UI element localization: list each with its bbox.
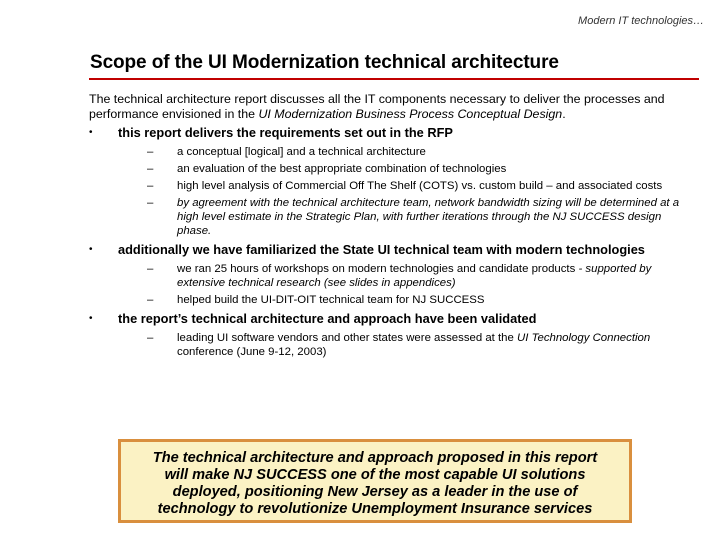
dash-marker: –: [147, 197, 154, 209]
dash-marker: –: [147, 146, 154, 158]
sub-item: [147, 293, 697, 307]
sub-item-text: a conceptual [logical] and a technical architecture: [177, 146, 426, 158]
conclusion-callout: [118, 439, 632, 523]
sub-list: [147, 331, 697, 359]
dash-marker: –: [147, 294, 154, 306]
callout-line: deployed, positioning New Jersey as a leader in the use of: [172, 484, 578, 500]
bullet-text: the report’s technical architecture and approach have been validated: [118, 311, 537, 326]
sub-list: [147, 145, 697, 238]
bullet-text: additionally we have familiarized the State UI technical team with modern technologies: [118, 242, 645, 257]
sub-list: [147, 262, 697, 307]
intro-italic-title: UI Modernization Business Process Conceptual Design: [258, 107, 563, 121]
sub-item: [147, 196, 697, 238]
bullet-dot: •: [89, 313, 93, 324]
slide-content: [89, 92, 697, 363]
sub-item-italic-text: - supported by extensive technical research (see slides in appendices): [177, 263, 652, 289]
sub-item-text: an evaluation of the best appropriate combination of technologies: [177, 163, 507, 175]
sub-item-text: we ran 25 hours of workshops on modern technologies and candidate products: [177, 263, 576, 275]
dash-marker: –: [147, 263, 154, 275]
sub-item-text: helped build the UI-DIT-OIT technical team for NJ SUCCESS: [177, 294, 485, 306]
title-underline: [89, 78, 699, 80]
bullet-dot: •: [89, 244, 93, 255]
intro-text-before: The technical architecture report discusses all the IT components necessary to deliver the processes and performance envisioned in the: [89, 92, 665, 121]
bullet-state-team-familiarized: [89, 242, 697, 307]
sub-item-italic-text: by agreement with the technical architecture team, network bandwidth sizing will be determined at a high level estimate in the Strategic Plan, with further iterations through the NJ SUCCESS design phase.: [177, 197, 680, 237]
dash-marker: –: [147, 163, 154, 175]
sub-item: [147, 262, 697, 290]
header-note: Modern IT technologies…: [578, 15, 704, 27]
callout-line: will make NJ SUCCESS one of the most capable UI solutions: [164, 467, 586, 483]
bullet-rfp-requirements: [89, 125, 697, 238]
intro-paragraph: [89, 92, 697, 122]
sub-item-text-after: conference (June 9-12, 2003): [177, 346, 327, 358]
sub-item: [147, 145, 697, 159]
sub-item: [147, 331, 697, 359]
sub-item-italic-text: UI Technology Connection: [517, 332, 651, 344]
sub-item-text: high level analysis of Commercial Off The Shelf (COTS) vs. custom build – and associated costs: [177, 180, 663, 192]
callout-line: technology to revolutionize Unemployment Insurance services: [157, 501, 593, 517]
bullet-report-validated: [89, 311, 697, 359]
bullet-text: this report delivers the requirements set out in the RFP: [118, 125, 453, 140]
sub-item-text: leading UI software vendors and other states were assessed at the: [177, 332, 518, 344]
sub-item: [147, 179, 697, 193]
bullet-dot: •: [89, 127, 93, 138]
callout-line: The technical architecture and approach proposed in this report: [152, 450, 598, 466]
dash-marker: –: [147, 180, 154, 192]
intro-text-after: .: [562, 107, 566, 121]
sub-item: [147, 162, 697, 176]
slide-title: Scope of the UI Modernization technical architecture: [90, 52, 559, 73]
dash-marker: –: [147, 332, 154, 344]
